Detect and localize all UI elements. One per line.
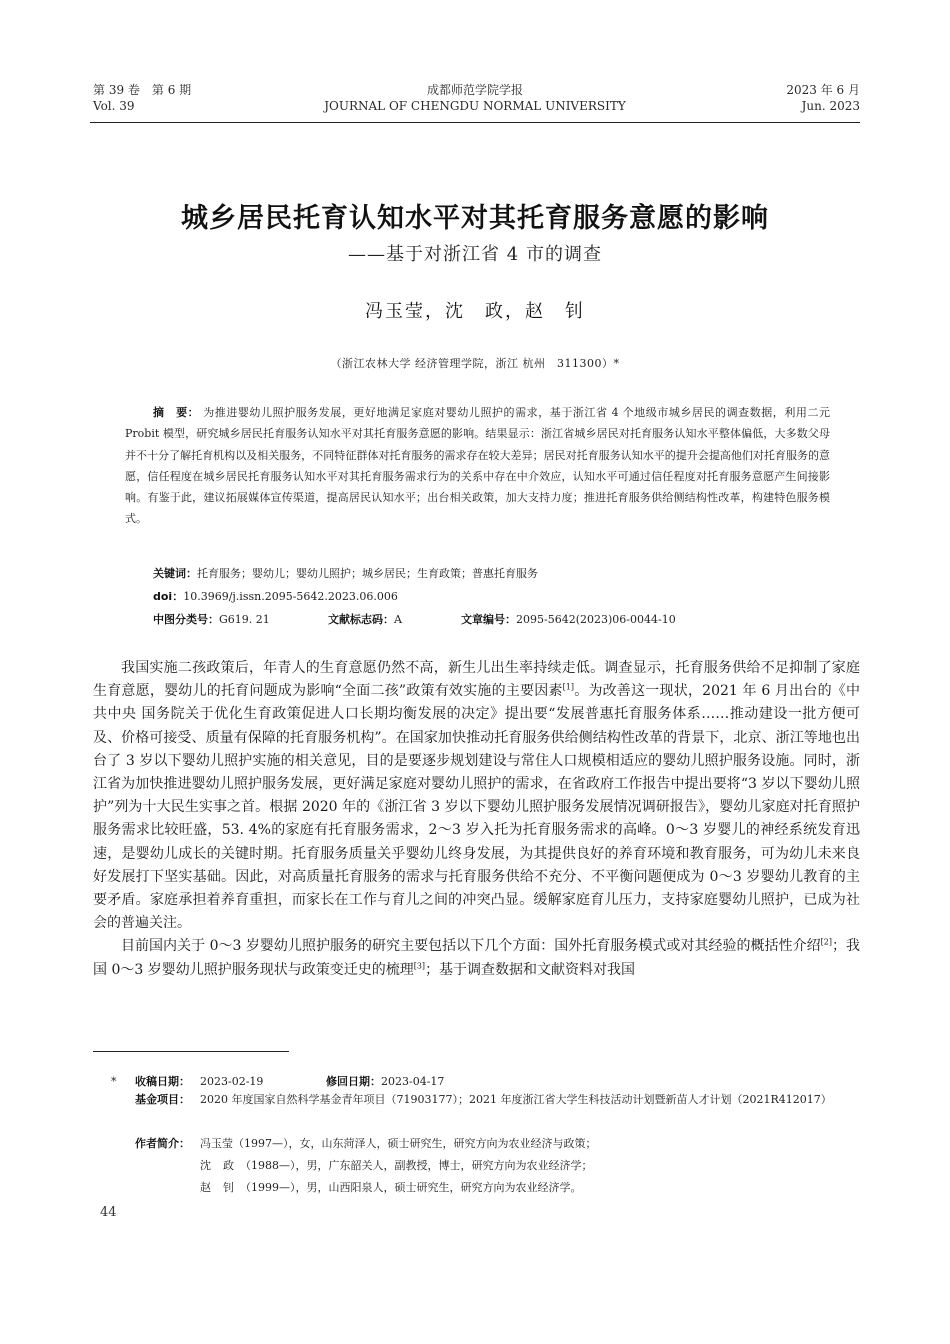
doi-label: doi： [153,590,184,603]
fund-label: 基金项目： [135,1093,190,1106]
page-number: 44 [100,1205,117,1220]
clc-value: G619. 21 [219,613,270,626]
article-authors: 冯玉莹，沈 政，赵 钊 [365,301,585,322]
header-divider [90,122,860,123]
article-no-value: 2095-5642(2023)06-0044-10 [516,613,676,626]
clc-label: 中图分类号： [153,613,219,626]
revised-label: 修回日期： [326,1075,381,1088]
header-volume-cn: 第 39 卷 第 6 期 [93,83,192,97]
body-text [93,657,860,982]
author-bio-2-name: 沈政 [200,1159,246,1172]
revised-value: 2023-04-17 [381,1075,445,1088]
header-volume-en: Vol. 39 [93,99,135,113]
abstract-text: 为推进婴幼儿照护服务发展，更好地满足家庭对婴幼儿照护的需求，基于浙江省 4 个地级市城乡居民的调查数据，利用二元 Probit 模型，研究城乡居民托育服务认知水平对其托育服务意愿的影响。结果显示：浙江省城乡居民对托育服务认知水平整体偏低，大多数父母并不十分了解托育机构以及相关服务，不同特征群体对托育服务的需求存在较大差异；居民对托育服务认知水平的提升会提高他们对托育服务的意愿，信任程度在城乡居民托育服务认知水平对其托育服务需求行为的关系中存在中介效应，认知水平可通过信任程度对托育服务意愿产生间接影响。有鉴于此，建议拓展媒体宣传渠道，提高居民认知水平；出台相关政策，加大支持力度；推进托育服务供给侧结构性改革，构建特色服务模式。 [125,406,830,526]
header-date-cn: 2023 年 6 月 [786,83,860,97]
footnote-divider [93,1051,289,1052]
body-p2-c: ；基于调查数据和文献资料对我国 [425,961,636,978]
footnote-star: * [111,1075,117,1088]
body-p1-b: 。为改善这一现状，2021 年 6 月出台的《中共中央 国务院关于优化生育政策促进人口长期均衡发展的决定》提出要“发展普惠托育服务体系……推动建设一批方便可及、价格可接受、质量有保障的托育服务机构”。在国家加快推动托育服务供给侧结构性改革的背景下，北京、浙江等地也出台了 3 岁以下婴幼儿照护实施的相关意见，目的是要逐步规划建设与常住人口规模相适应的婴幼儿照护服务设施。同时，浙江省为加快推进婴幼儿照护服务发展，更好满足家庭对婴幼儿照护的需求，在省政府工作报告中提出要将“3 岁以下婴幼儿照护”列为十大民生实事之首。根据 2020 年的《浙江省 3 岁以下婴幼儿照护服务发展情况调研报告》，婴幼儿家庭对托育照护服务需求比较旺盛，53. 4%的家庭有托育服务需求，2～3 岁入托为托育服务需求的高峰。0～3 岁婴儿的神经系统发育迅速，是婴幼儿成长的关键时期。托育服务质量关乎婴幼儿终身发展，为其提供良好的养育环境和教育服务，可为幼儿未来良好发展打下坚实基础。因此，对高质量托育服务的需求与托育服务供给不充分、不平衡问题便成为 0～3 岁婴幼儿教育的主要矛盾。家庭承担着养育重担，而家长在工作与育儿之间的冲突凸显。缓解家庭育儿压力，支持家庭婴幼儿照护，已成为社会的普遍关注。 [93,683,861,932]
article-no-item [461,612,676,628]
doc-code-item [328,612,461,628]
received-value: 2023-02-19 [200,1075,264,1088]
article-title: 城乡居民托育认知水平对其托育服务意愿的影响 [181,203,769,234]
citation-ref[interactable]: [2] [820,937,832,947]
article-subtitle: ——基于对浙江省 4 市的调查 [348,244,602,265]
received-label: 收稿日期： [135,1075,190,1088]
author-bio-2: （1988—），男，广东韶关人，副教授，博士，研究方向为农业经济学； [240,1159,593,1172]
classification-row [153,612,843,628]
citation-ref[interactable]: [1] [562,682,575,692]
clc-item [153,612,328,628]
keywords-label: 关键词： [153,567,197,580]
author-bio-label: 作者简介： [135,1137,190,1150]
author-bio-3-name: 赵钊 [200,1181,246,1194]
abstract [125,402,830,530]
author-affiliation: （浙江农林大学 经济管理学院，浙江 杭州 311300）* [330,357,620,370]
doi [153,589,843,605]
body-p2-b: ；我国 0～3 岁婴幼儿照护服务现状与政策变迁史的梳理 [93,938,861,978]
citation-ref[interactable]: [3] [413,960,426,970]
abstract-label: 摘 要： [153,406,200,419]
doc-code-value: A [394,613,402,626]
doc-code-label: 文献标志码： [328,613,394,626]
doi-link[interactable]: 10.3969/j.issn.2095-5642.2023.06.006 [183,590,398,603]
body-p1-a: 我国实施二孩政策后，年青人的生育意愿仍然不高，新生儿出生率持续走低。调查显示，托育服务供给不足抑制了家庭生育意愿，婴幼儿的托育问题成为影响“全面二孩”政策有效实施的主要因素 [93,660,860,700]
keywords [153,566,843,582]
header-date-en: Jun. 2023 [801,99,860,113]
header-date [786,82,860,114]
body-paragraph [93,657,860,935]
author-bio-1: 冯玉莹（1997—），女，山东菏泽人，硕士研究生，研究方向为农业经济与政策； [200,1137,597,1150]
keywords-text: 托育服务；婴幼儿；婴幼儿照护；城乡居民；生育政策；普惠托育服务 [197,567,538,580]
author-bio-3: （1999—），男，山西阳泉人，硕士研究生，研究方向为农业经济学。 [240,1181,582,1194]
header-journal-cn: 成都师范学院学报 [426,83,523,97]
fund-value: 2020 年度国家自然科学基金青年项目（71903177）；2021 年度浙江省大学生科技活动计划暨新苗人才计划（2021R412017） [200,1093,832,1106]
body-paragraph [93,935,860,981]
body-p2-a: 目前国内关于 0～3 岁婴幼儿照护服务的研究主要包括以下几个方面：国外托育服务模式或对其经验的概括性介绍 [121,938,821,955]
header-journal-en: JOURNAL OF CHENGDU NORMAL UNIVERSITY [324,99,626,113]
article-no-label: 文章编号： [461,613,516,626]
revised-item [326,1073,444,1090]
